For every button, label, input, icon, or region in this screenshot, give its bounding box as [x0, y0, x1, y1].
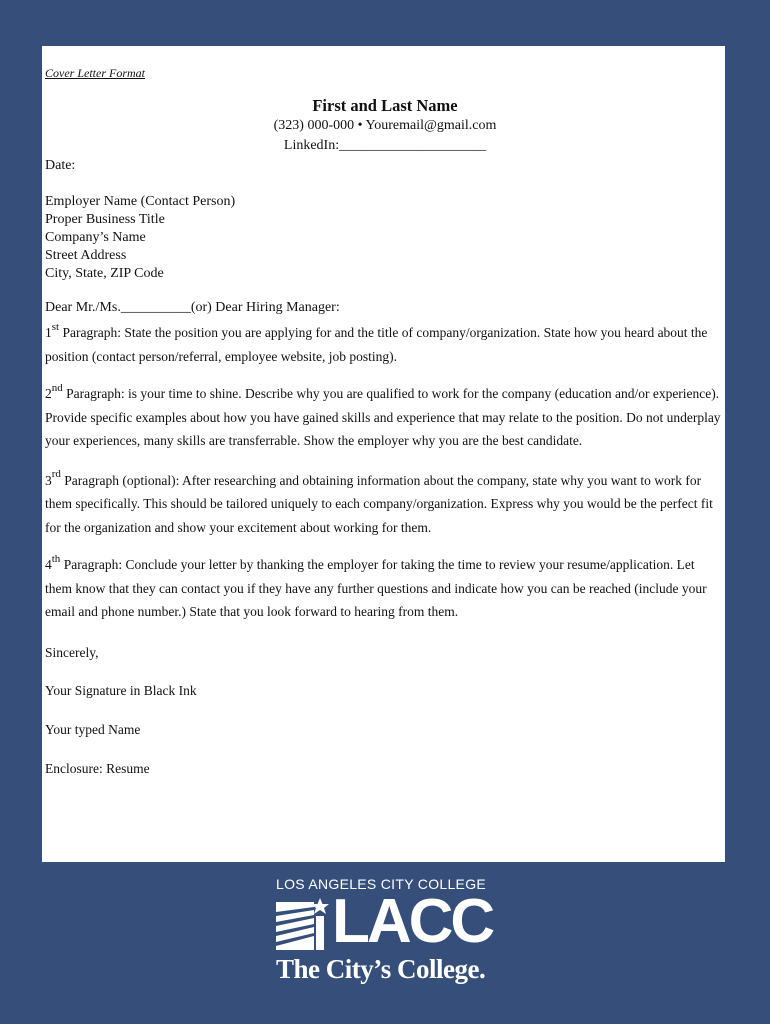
logo-acronym: LACC — [332, 887, 493, 956]
applicant-name: First and Last Name — [312, 96, 458, 115]
paragraph-text: Paragraph (optional): After researching and obtaining information about the company, state why you want to work for them specifically. This should be tailored uniquely to each company/organization. Express why you would be the perfect fit for the organization and show your excitement about working for them. — [45, 472, 713, 535]
paragraph-3 — [45, 469, 725, 540]
paragraph-text: Paragraph: is your time to shine. Describe why you are qualified to work for the company (education and/or experience). Provide specific examples about how you have gained skills and experience that may relate to the position. Do not underplay your experiences, many skills are transferrable. Show the employer why you are the best candidate. — [45, 386, 721, 448]
paragraph-text: Paragraph: State the position you are applying for and the title of company/organization. State how you heard about the position (contact person/referral, employee website, job posting). — [45, 325, 708, 364]
paragraph-4 — [45, 553, 725, 624]
logo-tagline: The City’s College. — [276, 954, 486, 984]
paragraph-number: 1 — [45, 325, 52, 340]
logo-mark — [276, 887, 496, 956]
typed-name-line: Your typed Name — [45, 721, 141, 737]
closing: Sincerely, — [45, 644, 99, 660]
date-line: Date: — [45, 158, 76, 173]
employer-line: Employer Name (Contact Person) — [45, 194, 236, 209]
paragraph-1 — [45, 321, 725, 368]
lacc-logo — [276, 876, 496, 986]
paragraph-ordinal: nd — [51, 381, 63, 394]
letter-page — [42, 46, 725, 862]
employer-line: Company’s Name — [45, 230, 146, 245]
signature-line: Your Signature in Black Ink — [45, 682, 197, 698]
paragraph-number: 4 — [45, 557, 52, 572]
paragraph-number: 2 — [45, 386, 52, 401]
paragraph-ordinal: rd — [51, 468, 61, 480]
paragraph-ordinal: st — [51, 320, 60, 333]
paragraph-text: Paragraph: Conclude your letter by thanking the employer for taking the time to review your resume/application. Let them know that they can contact you if they have any further questions and indicate how you can be reached (include your email and phone number.) State that you look forward to hearing from them. — [45, 557, 707, 619]
paragraph-ordinal: th — [51, 552, 61, 565]
college-name: LOS ANGELES CITY COLLEGE — [276, 876, 487, 892]
paragraph-2 — [45, 382, 725, 453]
format-label: Cover Letter Format — [45, 66, 145, 80]
city-emblem-icon — [276, 898, 330, 950]
employer-line: Street Address — [45, 248, 127, 263]
paragraph-number: 3 — [45, 472, 52, 488]
linkedin-line: LinkedIn:_____________________ — [283, 138, 487, 153]
employer-address-block — [45, 193, 725, 283]
employer-line: City, State, ZIP Code — [45, 266, 164, 281]
contact-line: (323) 000-000 • Youremail@gmail.com — [273, 118, 497, 133]
enclosure-line: Enclosure: Resume — [45, 760, 150, 776]
employer-line: Proper Business Title — [45, 212, 165, 227]
salutation: Dear Mr./Ms.__________(or) Dear Hiring Manager: — [45, 300, 340, 315]
